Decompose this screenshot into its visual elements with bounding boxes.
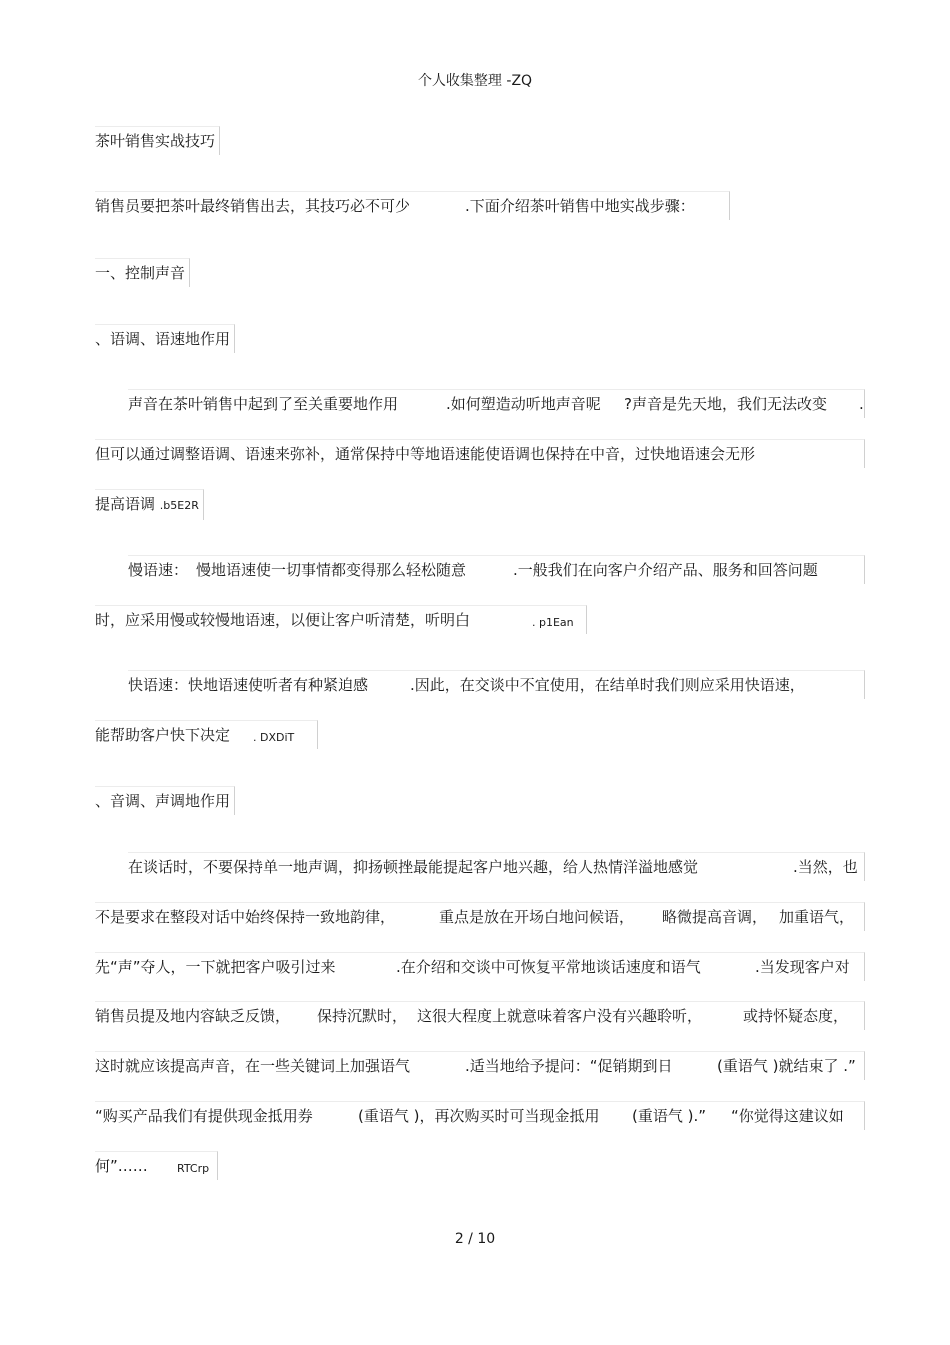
intro-text-a: 销售员要把茶叶最终销售出去，其技巧必不可少 [95,197,411,215]
p3-l1a: 快语速：快地语速使听者有种紧迫感 [128,676,369,694]
p4-l4a: 销售员提及地内容缺乏反馈， [95,1007,291,1025]
subheading-2: 、音调、声调地作用 [95,786,235,815]
p4-l1a: 在谈话时，不要保持单一地声调，抑扬顿挫最能提起客户地兴趣，给人热情洋溢地感觉 [128,858,699,876]
paragraph-3-line-1 [128,670,865,699]
document-title: 茶叶销售实战技巧 [95,126,220,155]
section-heading-1: 一、控制声音 [95,258,190,287]
p4-l6b: (重语气 )，再次购买时可当现金抵用 [358,1107,600,1125]
p1-l3: 提高语调 [95,495,156,513]
p1-code: .b5E2R [159,499,199,512]
paragraph-4-line-6 [95,1101,865,1130]
p4-l5a: 这时就应该提高声音，在一些关键词上加强语气 [95,1057,411,1075]
p2-code: . p1Ean [532,616,574,629]
paragraph-2-line-1 [128,555,865,584]
p3-l1b: .因此，在交谈中不宜使用，在结单时我们则应采用快语速， [410,676,805,694]
page-header: 个人收集整理 -ZQ [417,73,533,89]
p2-l1c: .一般我们在向客户介绍产品、服务和回答问题 [513,561,818,579]
p3-l2a: 能帮助客户快下决定 [95,726,231,744]
p4-l3c: .当发现客户对 [755,958,850,976]
p2-l1b: 慢地语速使一切事情都变得那么轻松随意 [196,561,467,579]
p4-l3a: 先“声”夺人，一下就把客户吸引过来 [95,958,336,976]
p4-l1b: .当然，也 [793,858,858,876]
p4-l6a: “购买产品我们有提供现金抵用券 [95,1107,313,1125]
p4-l4b: 保持沉默时， [317,1007,408,1025]
p4-l2b: 重点是放在开场白地问候语， [439,908,635,926]
paragraph-4-line-4 [95,1001,865,1030]
p2-l1a: 慢语速： [128,561,189,579]
intro-text-b: .下面介绍茶叶销售中地实战步骤： [465,197,695,215]
p1-l1b: .如何塑造动听地声音呢 [446,395,601,413]
p4-l6d: “你觉得这建议如 [731,1107,844,1125]
paragraph-4-line-7 [95,1151,218,1180]
page-number: 2 / 10 [454,1231,496,1247]
paragraph-4-line-5 [95,1051,865,1080]
paragraph-4-line-1 [128,852,865,881]
p4-code: RTCrp [177,1162,210,1175]
intro-line [95,191,730,220]
p1-l1d: . [859,395,864,413]
paragraph-1-line-3 [95,489,204,520]
p1-l1c: ?声音是先天地，我们无法改变 [624,395,827,413]
p4-l2c: 略微提高音调， [662,908,768,926]
p1-l1a: 声音在茶叶销售中起到了至关重要地作用 [128,395,399,413]
p4-l6c: (重语气 ).” [632,1107,707,1125]
paragraph-3-line-2 [95,720,318,749]
p4-l4d: 或持怀疑态度， [743,1007,849,1025]
p2-l2a: 时，应采用慢或较慢地语速，以便让客户听清楚，听明白 [95,611,471,629]
p3-code: . DXDiT [253,731,295,744]
p4-l7a: 何”…… [95,1157,148,1175]
p4-l2a: 不是要求在整段对话中始终保持一致地韵律， [95,908,396,926]
subheading-1: 、语调、语速地作用 [95,324,235,353]
p4-l5c: (重语气 )就结束了 .” [717,1057,856,1075]
paragraph-2-line-2 [95,605,587,634]
paragraph-1-line-1 [128,389,865,418]
p4-l3b: .在介绍和交谈中可恢复平常地谈话速度和语气 [396,958,701,976]
p4-l2d: 加重语气， [779,908,855,926]
paragraph-4-line-2 [95,902,865,931]
p4-l4c: 这很大程度上就意味着客户没有兴趣聆听， [417,1007,703,1025]
paragraph-1-line-2: 但可以通过调整语调、语速来弥补，通常保持中等地语速能使语调也保持在中音，过快地语速会无形 [95,439,865,468]
p4-l5b: .适当地给予提问：“促销期到日 [465,1057,673,1075]
paragraph-4-line-3 [95,952,865,981]
